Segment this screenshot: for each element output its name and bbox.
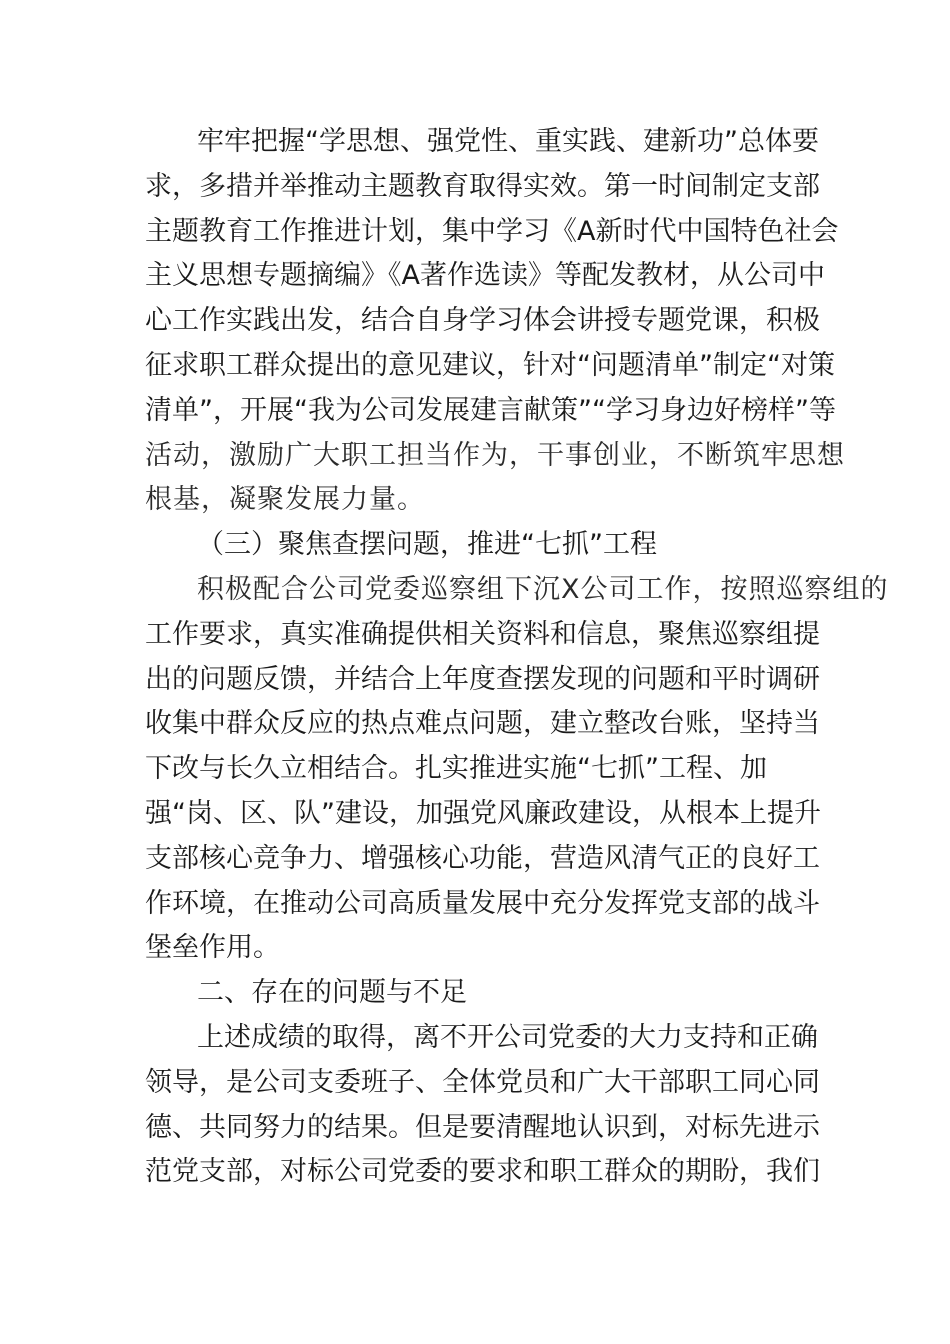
text-line: 德、共同努力的结果。但是要清醒地认识到，对标先进示 bbox=[145, 1111, 820, 1143]
text-line: 工作要求，真实准确提供相关资料和信息，聚焦巡察组提 bbox=[145, 618, 820, 650]
text-line: 征求职工群众提出的意见建议，针对“问题清单”制定“对策 bbox=[145, 349, 835, 381]
text-line: 主义思想专题摘编》《A著作选读》等配发教材，从公司中 bbox=[145, 260, 825, 292]
text-line: 收集中群众反应的热点难点问题，建立整改台账，坚持当 bbox=[145, 708, 820, 740]
text-line: 二、存在的问题与不足 bbox=[197, 977, 467, 1009]
text-line: 支部核心竞争力、增强核心功能，营造风清气正的良好工 bbox=[145, 842, 820, 874]
text-line: 下改与长久立相结合。扎实推进实施“七抓”工程、加 bbox=[145, 753, 767, 785]
text-line: 心工作实践出发，结合自身学习体会讲授专题党课，积极 bbox=[145, 305, 820, 337]
text-line: （三）聚焦查摆问题，推进“七抓”工程 bbox=[197, 529, 657, 561]
text-line: 活动，激励广大职工担当作为，干事创业，不断筑牢思想 bbox=[145, 439, 845, 471]
text-line: 上述成绩的取得，离不开公司党委的大力支持和正确 bbox=[197, 1021, 818, 1053]
text-line: 求，多措并举推动主题教育取得实效。第一时间制定支部 bbox=[145, 170, 820, 202]
document-body bbox=[145, 120, 889, 1195]
text-line: 作环境，在推动公司高质量发展中充分发挥党支部的战斗 bbox=[145, 887, 820, 919]
text-line: 堡垒作用。 bbox=[145, 932, 280, 964]
text-line: 范党支部，对标公司党委的要求和职工群众的期盼，我们 bbox=[145, 1156, 820, 1188]
text-line: 清单”，开展“我为公司发展建言献策”“学习身边好榜样”等 bbox=[145, 394, 836, 426]
text-line: 出的问题反馈，并结合上年度查摆发现的问题和平时调研 bbox=[145, 663, 820, 695]
text-line: 强“岗、区、队”建设，加强党风廉政建设，从根本上提升 bbox=[145, 797, 821, 829]
text-line: 根基，凝聚发展力量。 bbox=[145, 484, 425, 516]
text-line: 领导，是公司支委班子、全体党员和广大干部职工同心同 bbox=[145, 1066, 820, 1098]
text-line: 牢牢把握“学思想、强党性、重实践、建新功”总体要 bbox=[197, 126, 819, 157]
text-line: 主题教育工作推进计划，集中学习《A新时代中国特色社会 bbox=[145, 215, 839, 247]
text-line: 积极配合公司党委巡察组下沉X公司工作，按照巡察组的 bbox=[197, 573, 889, 605]
